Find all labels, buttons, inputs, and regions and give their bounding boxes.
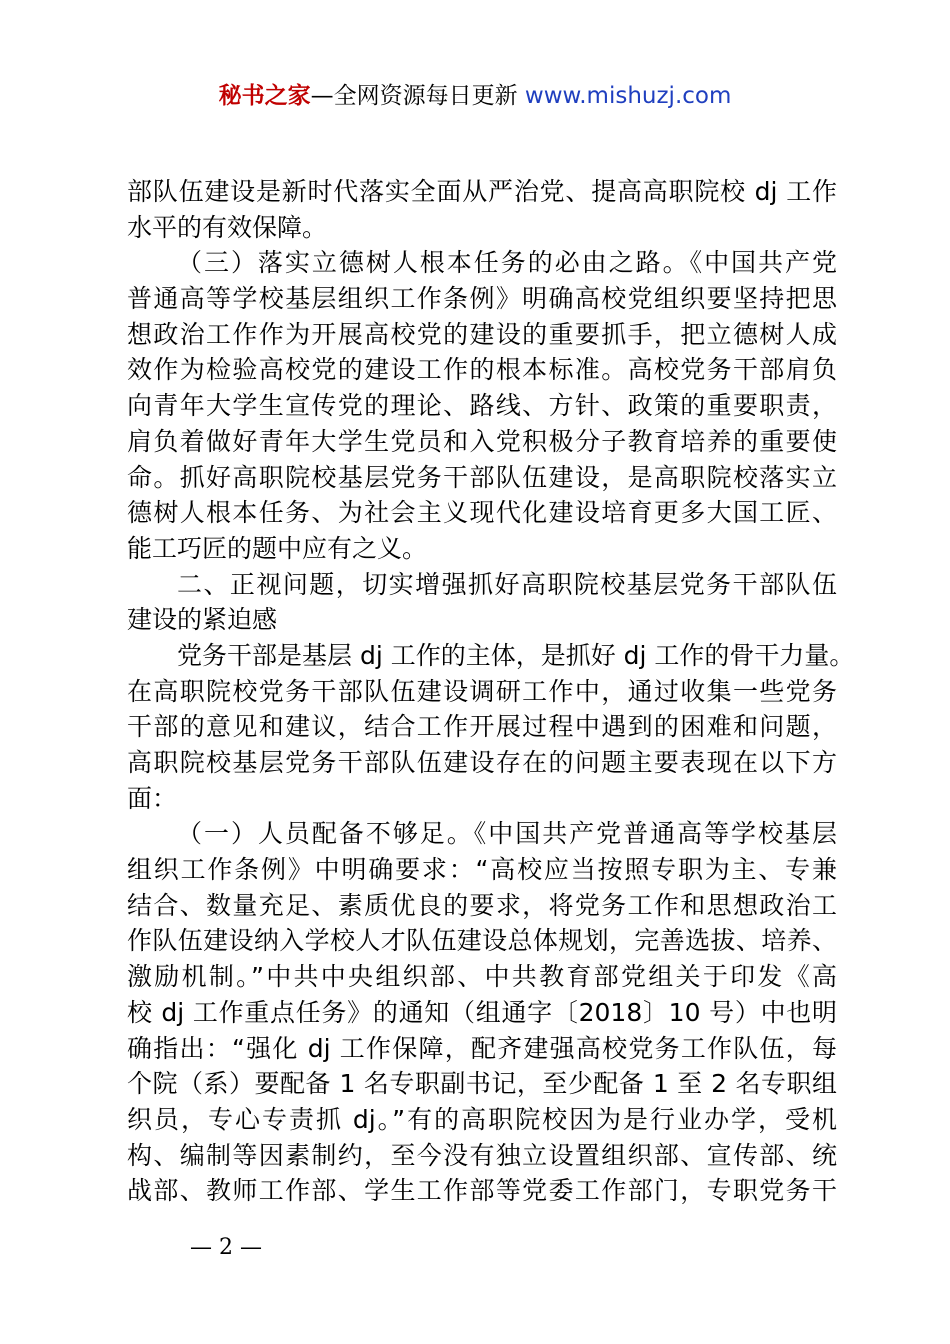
text-line: 普通高等学校基层组织工作条例》明确高校党组织要坚持把思 bbox=[127, 284, 837, 314]
text-line: 想政治工作作为开展高校党的建设的重要抓手，把立德树人成 bbox=[127, 319, 837, 349]
text-line: 结合、数量充足、素质优良的要求，将党务工作和思想政治工 bbox=[127, 890, 837, 920]
text-line: 织员，专心专责抓 dj。”有的高职院校因为是行业办学，受机 bbox=[127, 1104, 837, 1134]
text-line: 党务干部是基层 dj 工作的主体，是抓好 dj 工作的骨干力量。 bbox=[177, 640, 855, 670]
text-line: 激励机制。”中共中央组织部、中共教育部党组关于印发《高 bbox=[127, 962, 837, 992]
site-url-link[interactable]: www.mishuzj.com bbox=[524, 83, 732, 109]
text-line: （一）人员配备不够足。《中国共产党普通高等学校基层 bbox=[177, 819, 837, 849]
text-line: 面： bbox=[127, 783, 178, 813]
text-line: 水平的有效保障。 bbox=[127, 212, 328, 242]
text-line: 德树人根本任务、为社会主义现代化建设培育更多大国工匠、 bbox=[127, 498, 837, 528]
text-line: 部队伍建设是新时代落实全面从严治党、提高高职院校 dj 工作 bbox=[127, 177, 837, 206]
text-line: 高职院校基层党务干部队伍建设存在的问题主要表现在以下方 bbox=[127, 748, 837, 777]
text-line: 效作为检验高校党的建设工作的根本标准。高校党务干部肩负 bbox=[127, 355, 837, 385]
text-line: 干部的意见和建议，结合工作开展过程中遇到的困难和问题， bbox=[127, 712, 837, 742]
text-line: 能工巧匠的题中应有之义。 bbox=[127, 533, 428, 563]
document-body bbox=[127, 174, 855, 1209]
section-heading: 二、正视问题，切实增强抓好高职院校基层党务干部队伍 bbox=[177, 569, 837, 599]
text-line: 作队伍建设纳入学校人才队伍建设总体规划，完善选拔、培养、 bbox=[127, 926, 837, 956]
text-line: 个院（系）要配备 1 名专职副书记，至少配备 1 至 2 名专职组 bbox=[127, 1069, 837, 1099]
text-line: （三）落实立德树人根本任务的必由之路。《中国共产党 bbox=[177, 248, 837, 278]
site-tagline: —全网资源每日更新 bbox=[310, 83, 525, 109]
text-line: 校 dj 工作重点任务》的通知（组通字〔2018〕10 号）中也明 bbox=[127, 997, 837, 1027]
section-heading: 建设的紧迫感 bbox=[127, 605, 278, 635]
text-line: 确指出：“强化 dj 工作保障，配齐建强高校党务工作队伍，每 bbox=[127, 1033, 837, 1063]
text-line: 组织工作条例》中明确要求：“高校应当按照专职为主、专兼 bbox=[127, 855, 837, 885]
text-line: 构、编制等因素制约，至今没有独立设置组织部、宣传部、统 bbox=[127, 1140, 837, 1170]
site-brand: 秘书之家 bbox=[218, 83, 311, 109]
text-line: 在高职院校党务干部队伍建设调研工作中，通过收集一些党务 bbox=[127, 676, 837, 706]
page-number: — 2 — bbox=[190, 1235, 262, 1260]
text-line: 战部、教师工作部、学生工作部等党委工作部门，专职党务干 bbox=[127, 1176, 837, 1206]
text-line: 肩负着做好青年大学生党员和入党积极分子教育培养的重要使 bbox=[127, 426, 837, 456]
text-line: 向青年大学生宣传党的理论、路线、方针、政策的重要职责， bbox=[127, 391, 837, 421]
page-header bbox=[0, 78, 950, 114]
text-line: 命。抓好高职院校基层党务干部队伍建设，是高职院校落实立 bbox=[127, 462, 837, 492]
